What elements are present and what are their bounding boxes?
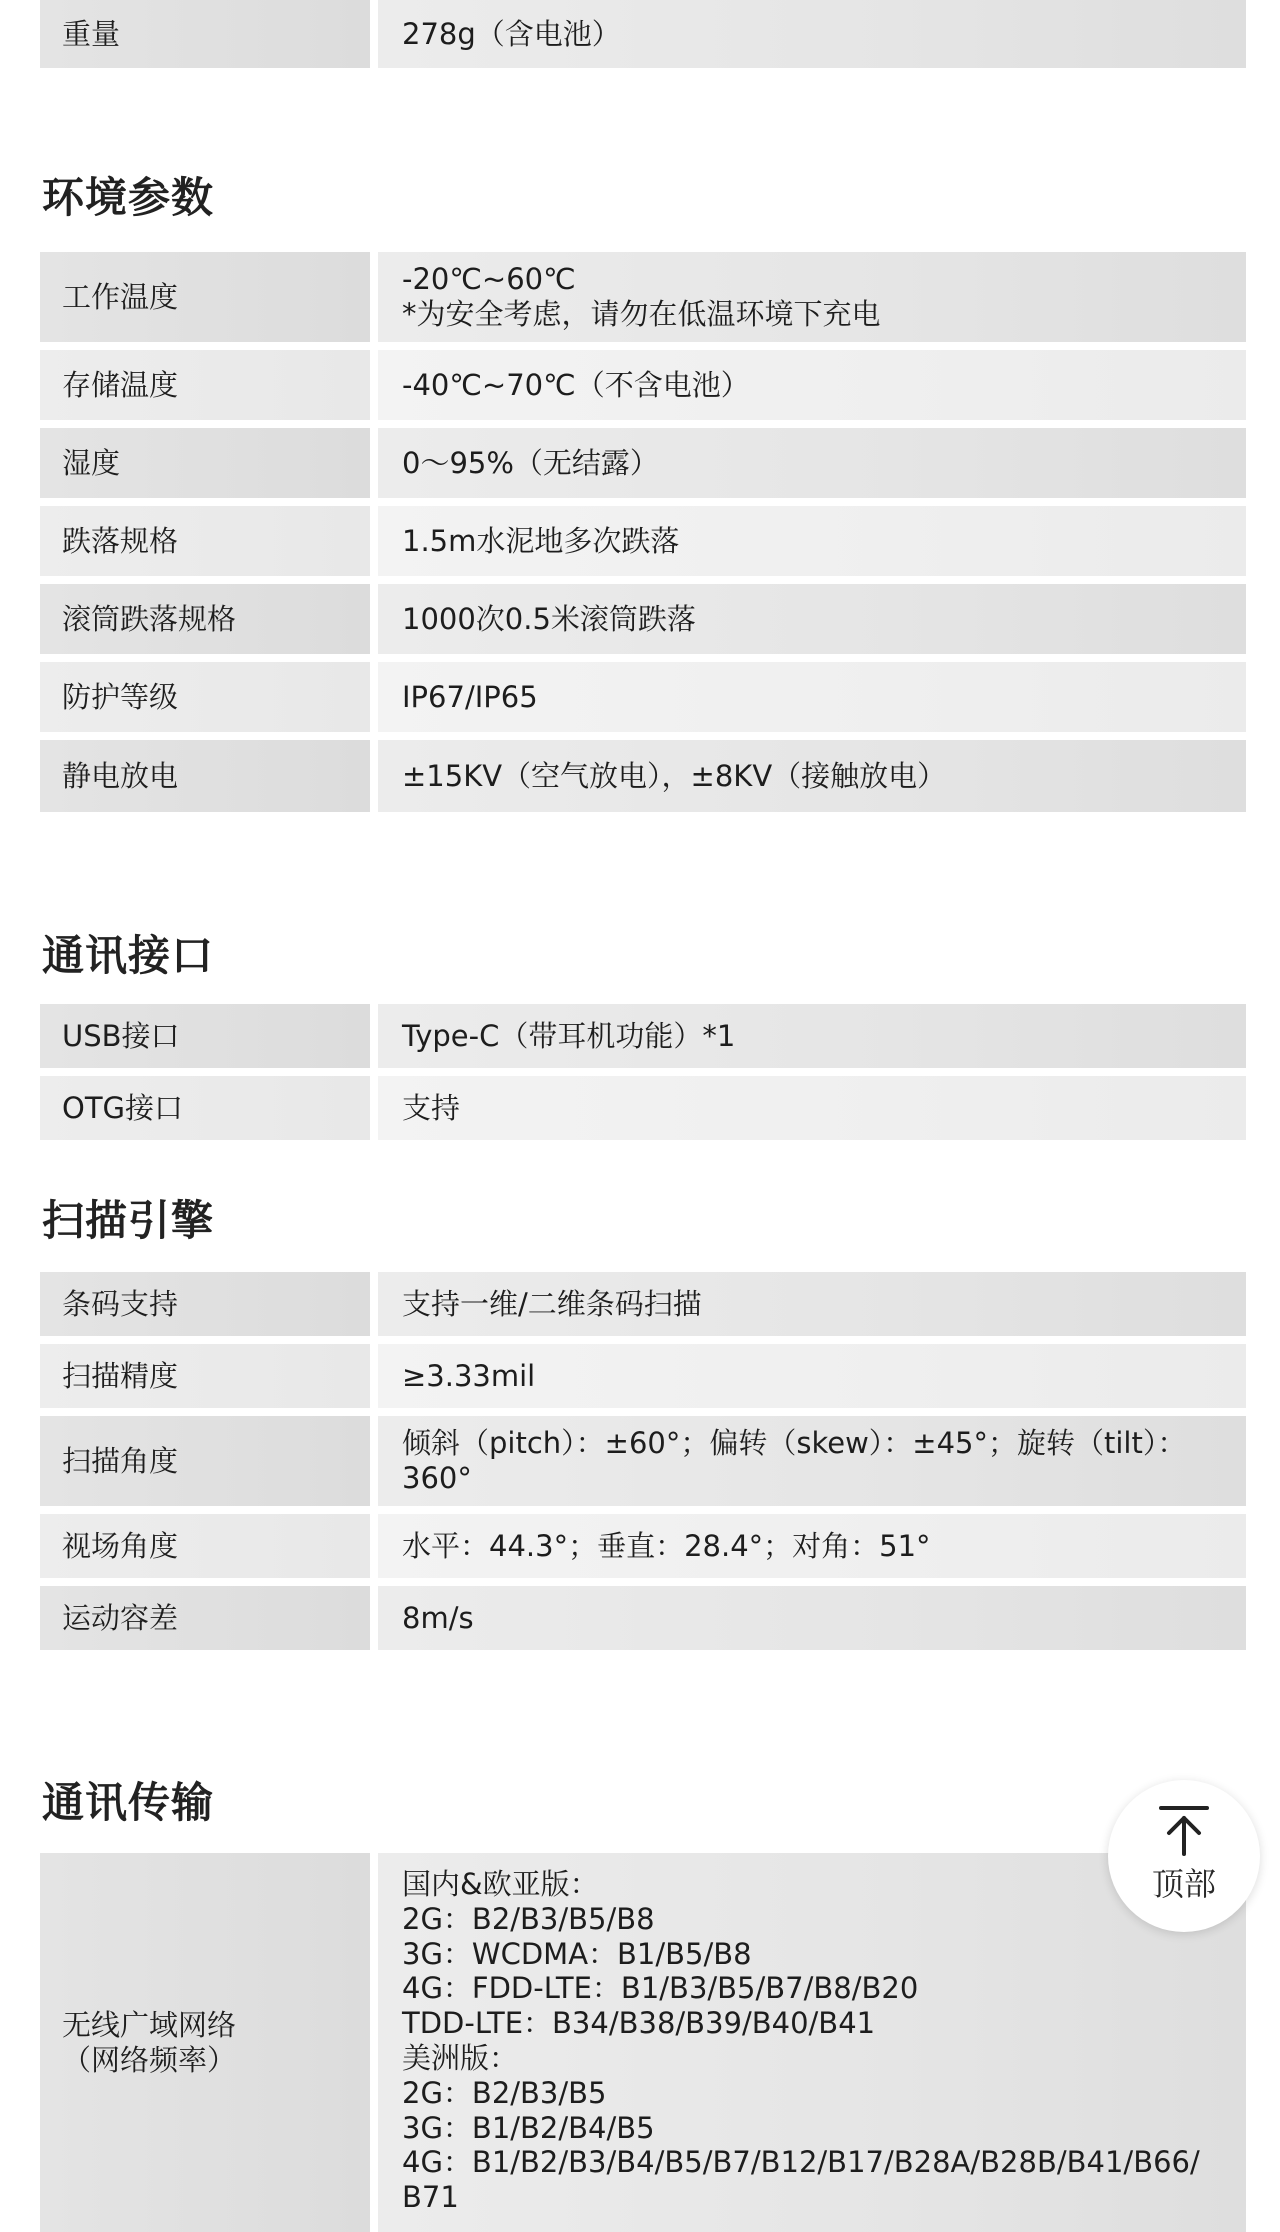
spec-label: 扫描角度 (40, 1416, 370, 1506)
table-row (40, 1272, 1246, 1336)
cell-divider (370, 428, 378, 498)
spec-value-text: 国内&欧亚版： (402, 1867, 599, 1901)
spec-value-text: ±15KV（空气放电），±8KV（接触放电） (402, 758, 947, 793)
cell-divider (370, 584, 378, 654)
spec-value (378, 1586, 1246, 1650)
spec-label: 扫描精度 (40, 1344, 370, 1408)
spec-value (378, 662, 1246, 732)
back-to-top-button[interactable] (1108, 1780, 1260, 1932)
cell-divider (370, 1344, 378, 1408)
spec-value (378, 350, 1246, 420)
spec-value-text: 水平：44.3°；垂直：28.4°；对角：51° (402, 1528, 931, 1563)
table-row (40, 1514, 1246, 1578)
table-row (40, 1416, 1246, 1506)
spec-value-text: 3G：WCDMA：B1/B5/B8 (402, 1936, 752, 1971)
spec-value-text: 4G：FDD-LTE：B1/B3/B5/B7/B8/B20 (402, 1971, 919, 2006)
table-row (40, 1586, 1246, 1650)
spec-value-text: 4G：B1/B2/B3/B4/B5/B7/B12/B17/B28A/B28B/B41/B66/ (402, 2145, 1200, 2180)
spec-value-text: 0～95%（无结露） (402, 445, 659, 480)
cell-divider (370, 1076, 378, 1140)
section-title-communication-transmission: 通讯传输 (42, 1778, 215, 1827)
spec-value-text: 1000次0.5米滚筒跌落 (402, 601, 696, 636)
spec-value-text: B71 (402, 2180, 459, 2215)
spec-value-text: TDD-LTE：B34/B38/B39/B40/B41 (402, 2006, 876, 2041)
table-row (40, 584, 1246, 654)
spec-label: OTG接口 (40, 1076, 370, 1140)
spec-value-text: 8m/s (402, 1600, 474, 1635)
spec-value (378, 1514, 1246, 1578)
cell-divider (370, 350, 378, 420)
table-row (40, 1004, 1246, 1068)
cell-divider (370, 1272, 378, 1336)
spec-label: 滚筒跌落规格 (40, 584, 370, 654)
spec-value (378, 252, 1246, 342)
cell-divider (370, 506, 378, 576)
environment-table (40, 252, 1246, 812)
spec-value (378, 1853, 1246, 2232)
spec-label: 条码支持 (40, 1272, 370, 1336)
spec-value (378, 0, 1246, 68)
spec-value (378, 506, 1246, 576)
cell-divider (370, 1004, 378, 1068)
spec-label: 静电放电 (40, 740, 370, 812)
cell-divider (370, 740, 378, 812)
spec-label: 防护等级 (40, 662, 370, 732)
spec-value (378, 1344, 1246, 1408)
section-title-environment: 环境参数 (42, 173, 215, 222)
spec-value-text: -20℃~60℃ (402, 262, 576, 297)
cell-divider (370, 1586, 378, 1650)
spec-value-text: 支持 (402, 1090, 461, 1125)
spec-value-text: -40℃~70℃（不含电池） (402, 367, 750, 402)
spec-label: 工作温度 (40, 252, 370, 342)
spec-value-text: 2G：B2/B3/B5/B8 (402, 1901, 655, 1936)
spec-value (378, 428, 1246, 498)
arrow-up-to-top-icon (1155, 1804, 1213, 1858)
spec-value-text: 3G：B1/B2/B4/B5 (402, 2110, 655, 2145)
table-row (40, 1853, 1246, 2232)
spec-value (378, 584, 1246, 654)
spec-label: 存储温度 (40, 350, 370, 420)
spec-label-line: 无线广域网络 (62, 2007, 237, 2042)
cell-divider (370, 1416, 378, 1506)
back-to-top-label: 顶部 (1151, 1865, 1216, 1903)
cell-divider (370, 662, 378, 732)
spec-value (378, 1272, 1246, 1336)
table-row (40, 662, 1246, 732)
table-row (40, 252, 1246, 342)
scan-engine-table (40, 1272, 1246, 1650)
spec-value (378, 740, 1246, 812)
spec-value-text: Type-C（带耳机功能）*1 (402, 1018, 736, 1053)
spec-label: USB接口 (40, 1004, 370, 1068)
spec-value-text: 2G：B2/B3/B5 (402, 2075, 607, 2110)
table-row (40, 428, 1246, 498)
spec-label: 跌落规格 (40, 506, 370, 576)
table-row (40, 1344, 1246, 1408)
table-row (40, 0, 1246, 68)
spec-value-text: 支持一维/二维条码扫描 (402, 1286, 702, 1321)
spec-value-text: IP67/IP65 (402, 679, 538, 714)
weight-table (40, 0, 1246, 68)
spec-value-text: 美洲版： (402, 2040, 519, 2075)
spec-label: 湿度 (40, 428, 370, 498)
cell-divider (370, 0, 378, 68)
spec-value-text: 1.5m水泥地多次跌落 (402, 523, 680, 558)
communication-interface-table (40, 1004, 1246, 1140)
cell-divider (370, 1514, 378, 1578)
spec-label-line: （网络频率） (62, 2042, 237, 2077)
cell-divider (370, 1853, 378, 2232)
spec-label: 运动容差 (40, 1586, 370, 1650)
section-title-communication-interface: 通讯接口 (42, 931, 215, 980)
table-row (40, 740, 1246, 812)
spec-value (378, 1004, 1246, 1068)
communication-transmission-table (40, 1853, 1246, 2232)
spec-value-text: *为安全考虑，请勿在低温环境下充电 (402, 297, 881, 331)
spec-value-text: 278g（含电池） (402, 16, 621, 51)
spec-value-text: 倾斜（pitch）：±60°；偏转（skew）：±45°；旋转（tilt）：360° (402, 1426, 1187, 1495)
spec-label: 重量 (40, 0, 370, 68)
table-row (40, 1076, 1246, 1140)
table-row (40, 506, 1246, 576)
spec-label: 视场角度 (40, 1514, 370, 1578)
cell-divider (370, 252, 378, 342)
section-title-scan-engine: 扫描引擎 (42, 1196, 215, 1245)
spec-value-text: ≥3.33mil (402, 1358, 536, 1393)
table-row (40, 350, 1246, 420)
spec-value (378, 1076, 1246, 1140)
spec-label (40, 1853, 370, 2232)
spec-value (378, 1416, 1246, 1506)
